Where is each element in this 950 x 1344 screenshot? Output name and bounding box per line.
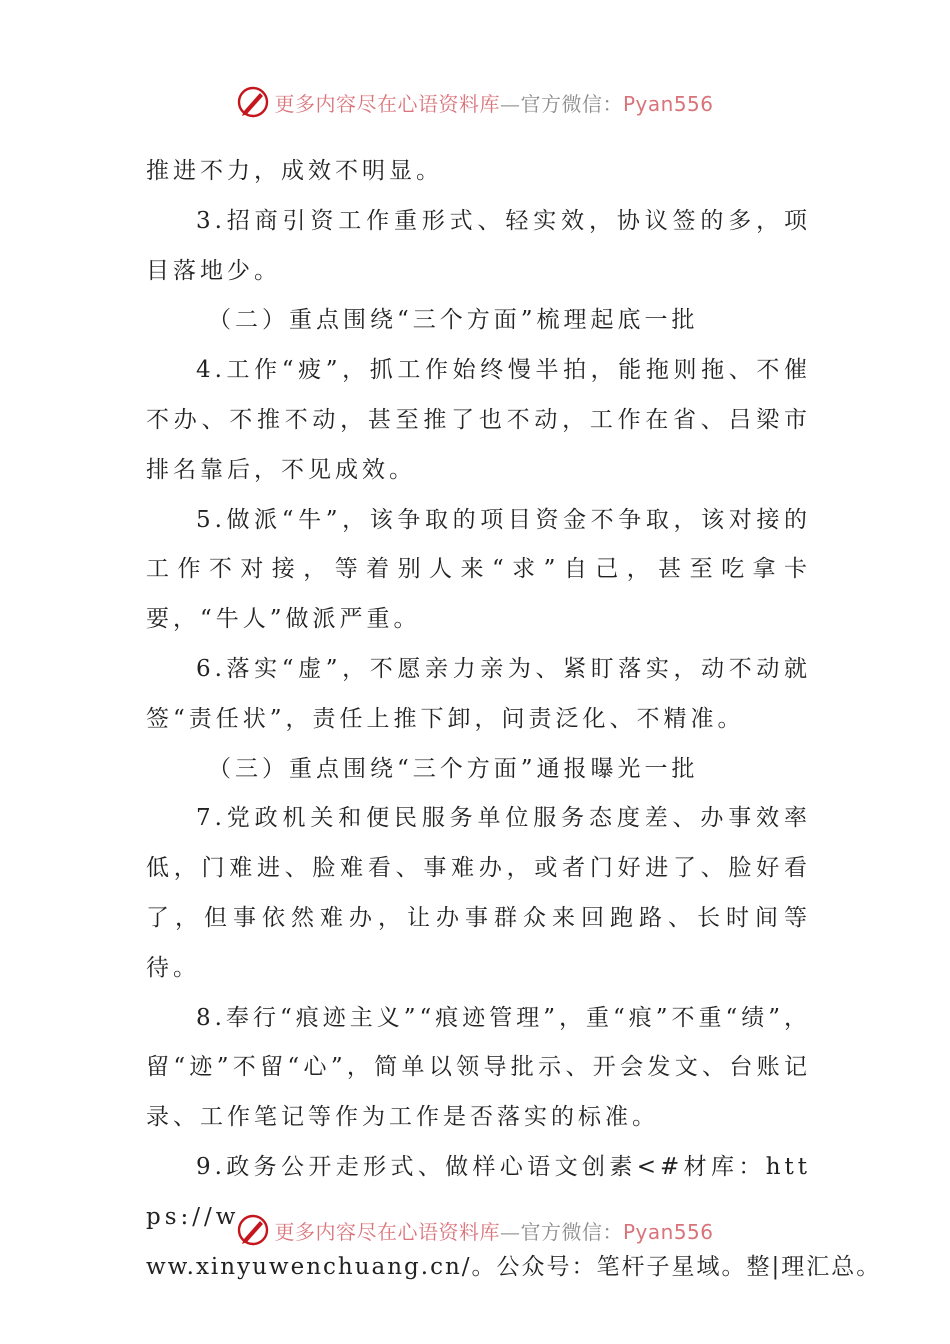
paragraph-item-8: 8.奉行“痕迹主义”“痕迹管理”，重“痕”不重“绩”，留“迹”不留“心”，简单以领导批示、开会发文、台账记录、工作笔记等作为工作是否落实的标准。 bbox=[146, 1004, 812, 1131]
pen-circle-logo-icon bbox=[236, 1213, 270, 1247]
watermark-dash: — bbox=[499, 1219, 521, 1244]
section-heading-3: （三）重点围绕“三个方面”通报曝光一批 bbox=[208, 755, 699, 782]
paragraph-item-6: 6.落实“虚”，不愿亲力亲为、紧盯落实，动不动就签“责任状”，责任上推下卸，问责泛化、不精准。 bbox=[146, 655, 811, 732]
pen-circle-logo-icon bbox=[236, 85, 270, 119]
paragraph-item-4: 4.工作“疲”，抓工作始终慢半拍，能拖则拖、不催不办、不推不动，甚至推了也不动，工作在省、吕梁市排名靠后，不见成效。 bbox=[146, 357, 811, 483]
watermark-wechat-id: Pyan556 bbox=[622, 1219, 714, 1244]
watermark-red-text: 更多内容尽在心语资料库 bbox=[274, 91, 500, 116]
watermark-wechat-label: 官方微信： bbox=[520, 91, 623, 116]
footer-watermark-banner bbox=[0, 1210, 950, 1250]
header-watermark-banner bbox=[0, 82, 950, 122]
watermark-red-text: 更多内容尽在心语资料库 bbox=[274, 1219, 500, 1244]
paragraph-item-3: 3.招商引资工作重形式、轻实效，协议签的多，项目落地少。 bbox=[146, 207, 811, 284]
paragraph-item-9: 9.政务公开走形式、做样心语文创素<#材库：https://w bbox=[146, 1153, 811, 1230]
paragraph-1: 推进不力，成效不明显。 bbox=[146, 158, 443, 184]
watermark-dash: — bbox=[499, 91, 521, 116]
paragraph-item-5: 5.做派“牛”，该争取的项目资金不争取，该对接的工作不对接，等着别人来“求”自己，甚至吃拿卡要，“牛人”做派严重。 bbox=[146, 506, 811, 633]
document-body bbox=[146, 147, 882, 1292]
paragraph-item-9-continued: ww.xinyuwenchuang.cn/。公众号：笔杆子星域。整|理汇总。 bbox=[146, 1253, 882, 1280]
watermark-wechat-label: 官方微信： bbox=[520, 1219, 623, 1244]
paragraph-item-7: 7.党政机关和便民服务单位服务态度差、办事效率低，门难进、脸难看、事难办，或者门好进了、脸好看了，但事依然难办，让办事群众来回跑路、长时间等待。 bbox=[146, 805, 811, 981]
watermark-wechat-id: Pyan556 bbox=[622, 91, 714, 116]
section-heading-2: （二）重点围绕“三个方面”梳理起底一批 bbox=[208, 307, 699, 334]
